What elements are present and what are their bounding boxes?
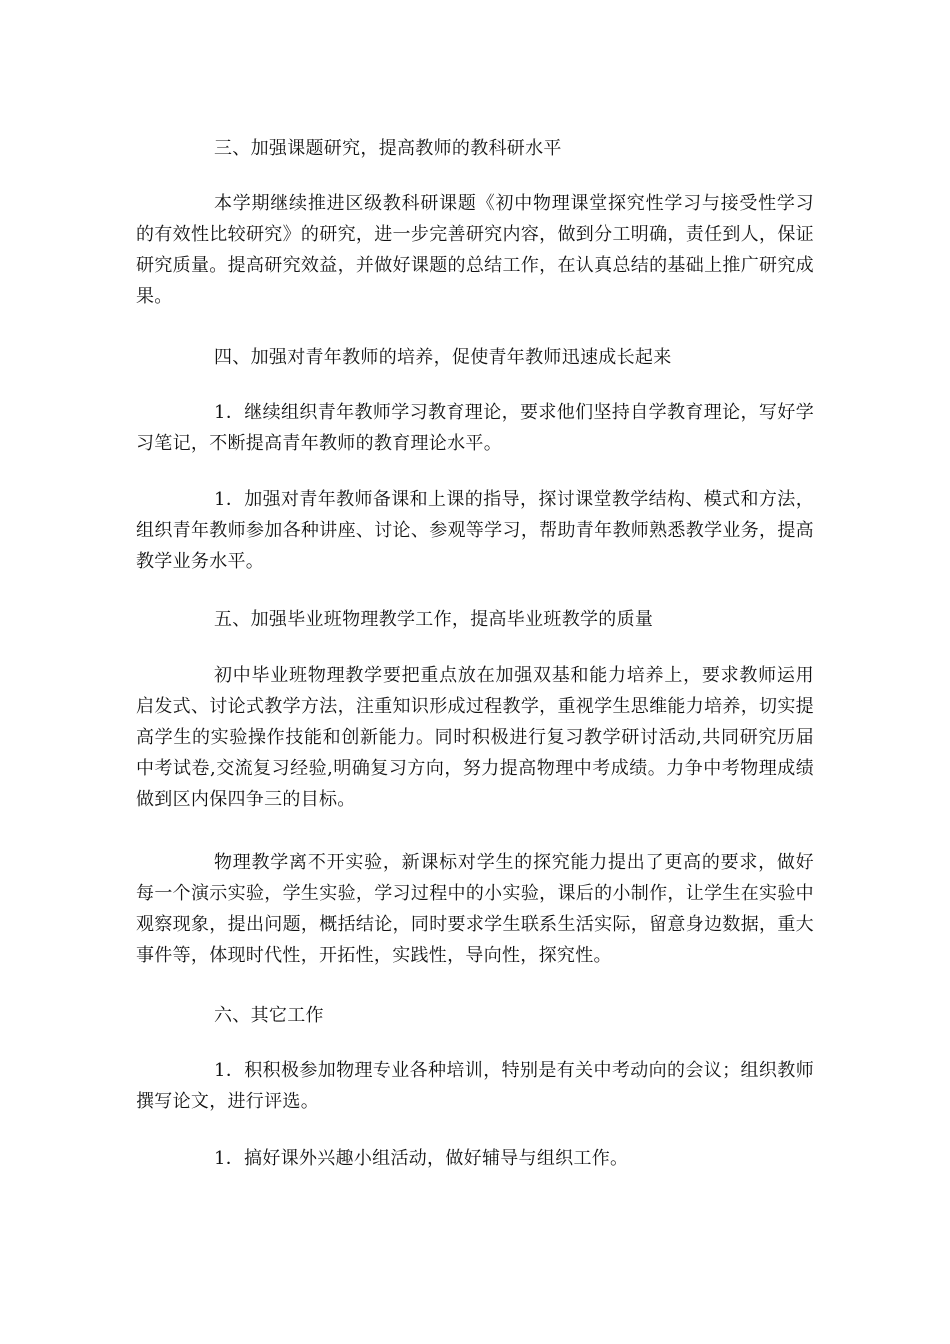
paragraph-experiments: 物理教学离不开实验，新课标对学生的探究能力提出了更高的要求，做好每一个演示实验，学生实验，学习过程中的小实验，课后的小制作，让学生在实验中观察现象，提出问题，概括结论，同时要求学生联系生活实际，留意身边数据，重大事件等，体现时代性，开拓性，实践性，导向性，探究性。 bbox=[136, 852, 814, 966]
list-item-interest-groups: 1．搞好课外兴趣小组活动，做好辅导与组织工作。 bbox=[214, 1148, 629, 1169]
section-heading-4: 四、加强对青年教师的培养，促使青年教师迅速成长起来 bbox=[214, 347, 672, 368]
section-heading-6: 六、其它工作 bbox=[214, 1005, 324, 1026]
paragraph-graduating-class: 初中毕业班物理教学要把重点放在加强双基和能力培养上，要求教师运用启发式、讨论式教学方法，注重知识形成过程教学，重视学生思维能力培养，切实提高学生的实验操作技能和创新能力。同时积极进行复习教学研讨活动,共同研究历届中考试卷,交流复习经验,明确复习方向，努力提高物理中考成绩。力争中考物理成绩做到区内保四争三的目标。 bbox=[136, 665, 814, 810]
paragraph-research: 本学期继续推进区级教科研课题《初中物理课堂探究性学习与接受性学习的有效性比较研究》的研究，进一步完善研究内容，做到分工明确，责任到人，保证研究质量。提高研究效益，并做好课题的总结工作，在认真总结的基础上推广研究成果。 bbox=[136, 193, 814, 307]
section-heading-5: 五、加强毕业班物理教学工作，提高毕业班教学的质量 bbox=[214, 609, 654, 630]
list-item-training: 1．积积极参加物理专业各种培训，特别是有关中考动向的会议；组织教师撰写论文，进行评选。 bbox=[136, 1060, 814, 1112]
list-item-guidance: 1．加强对青年教师备课和上课的指导，探讨课堂教学结构、模式和方法，组织青年教师参加各种讲座、讨论、参观等学习，帮助青年教师熟悉教学业务，提高教学业务水平。 bbox=[136, 489, 814, 572]
section-heading-3: 三、加强课题研究，提高教师的教科研水平 bbox=[214, 138, 562, 159]
list-item-theory: 1．继续组织青年教师学习教育理论，要求他们坚持自学教育理论，写好学习笔记，不断提高青年教师的教育理论水平。 bbox=[136, 402, 814, 454]
